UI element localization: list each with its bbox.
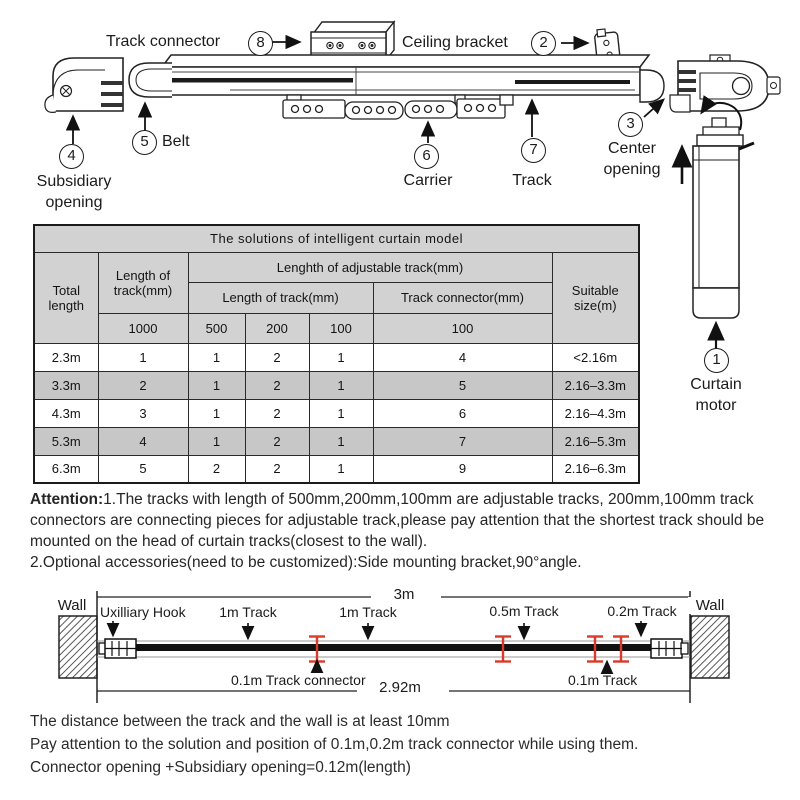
- curtain-motor-label: Curtain motor: [690, 376, 742, 414]
- belt-art: [129, 63, 172, 97]
- attention-line-1: [30, 489, 767, 552]
- attention-label: Attention:: [30, 491, 104, 508]
- attention-text-2: 2.Optional accessories(need to be customized):Side mounting bracket,90°angle.: [30, 554, 582, 571]
- connector-01m-label: 0.1m Track connector: [231, 672, 366, 688]
- subheader-cell: 100: [309, 313, 373, 343]
- subheader-cell: 1000: [98, 313, 188, 343]
- table-cell: 4: [98, 427, 188, 455]
- table-cell: 4.3m: [34, 399, 98, 427]
- table-cell: 9: [373, 455, 552, 483]
- curtain-motor-art: [693, 103, 754, 318]
- belt-label: Belt: [162, 133, 190, 150]
- carrier-art: [283, 95, 513, 119]
- table-cell: 2.16–5.3m: [552, 427, 639, 455]
- table-title: The solutions of intelligent curtain model: [34, 225, 639, 252]
- track-02m-label: 0.2m Track: [607, 603, 677, 619]
- part-number-4: 4: [59, 144, 84, 169]
- table-cell: <2.16m: [552, 343, 639, 371]
- header-total-length: Total length: [34, 252, 98, 343]
- table-cell: 2.16–4.3m: [552, 399, 639, 427]
- table-cell: 1: [309, 427, 373, 455]
- part-number-6: 6: [414, 144, 439, 169]
- total-width-dimension: 3m: [374, 586, 434, 603]
- table-cell: 1: [309, 343, 373, 371]
- table-row: [34, 343, 639, 371]
- part-number-7: 7: [521, 138, 546, 163]
- note-connector-position: Pay attention to the solution and position of 0.1m,0.2m track connector while using them.: [30, 736, 639, 753]
- attention-text-1: 1.The tracks with length of 500mm,200mm,100mm are adjustable tracks, 200mm,100mm track connectors are connecting pieces for adjustable track,please pay attention that the shortest track should be mounted on the head of curtain tracks(closest to the wall).: [30, 491, 765, 550]
- header-track-connector: Track connector(mm): [373, 282, 552, 313]
- track-assembly-art: [162, 55, 664, 102]
- table-cell: 3.3m: [34, 371, 98, 399]
- table-cell: 3: [98, 399, 188, 427]
- table-cell: 4: [373, 343, 552, 371]
- header-adj-length-of-track: Length of track(mm): [188, 282, 373, 313]
- foot-notes: [30, 710, 790, 779]
- auxiliary-hook-label: Uxilliary Hook: [100, 604, 186, 620]
- table-cell: 6: [373, 399, 552, 427]
- part-number-3: 3: [618, 112, 643, 137]
- track-1m-label-1: 1m Track: [219, 604, 277, 620]
- part-number-1: 1: [704, 348, 729, 373]
- ceiling-bracket-label: Ceiling bracket: [402, 34, 508, 51]
- center-opening-label: Center opening: [603, 140, 661, 178]
- header-adjustable-track: Lenghth of adjustable track(mm): [188, 252, 552, 282]
- wall-section-left: [59, 616, 97, 678]
- table-cell: 7: [373, 427, 552, 455]
- table-cell: 1: [309, 399, 373, 427]
- part-number-2: 2: [531, 31, 556, 56]
- table-row: [34, 371, 639, 399]
- table-cell: 1: [188, 343, 245, 371]
- table-cell: 1: [188, 399, 245, 427]
- table-cell: 2: [245, 343, 309, 371]
- track-width-dimension: 2.92m: [366, 679, 434, 696]
- wall-label-left: Wall: [50, 597, 94, 614]
- header-suitable-size: Suitable size(m): [552, 252, 639, 343]
- track-01m-label: 0.1m Track: [568, 672, 638, 688]
- attention-note: [30, 489, 767, 573]
- track-1m-label-2: 1m Track: [339, 604, 397, 620]
- table-cell: 2: [245, 371, 309, 399]
- table-cell: 5.3m: [34, 427, 98, 455]
- table-cell: 1: [98, 343, 188, 371]
- table-cell: 2: [245, 427, 309, 455]
- track-connector-label: Track connector: [106, 33, 221, 50]
- table-cell: 1: [188, 371, 245, 399]
- table-cell: 2.16–6.3m: [552, 455, 639, 483]
- subsidiary-opening-label: Subsidiary opening: [36, 173, 112, 211]
- table-row: [34, 427, 639, 455]
- table-cell: 2.3m: [34, 343, 98, 371]
- table-cell: 1: [188, 427, 245, 455]
- track-label: Track: [512, 172, 552, 189]
- track-05m-label: 0.5m Track: [489, 603, 559, 619]
- subheader-cell: 200: [245, 313, 309, 343]
- carrier-label: Carrier: [403, 172, 453, 189]
- table-cell: 2: [188, 455, 245, 483]
- part-number-8: 8: [248, 31, 273, 56]
- wall-section-right: [691, 616, 729, 678]
- table-cell: 5: [373, 371, 552, 399]
- subheader-cell: 500: [188, 313, 245, 343]
- table-cell: 1: [309, 455, 373, 483]
- table-cell: 2: [245, 455, 309, 483]
- part-number-5: 5: [132, 130, 157, 155]
- subsidiary-end-cap-art: [45, 58, 123, 112]
- note-opening-length: Connector opening +Subsidiary opening=0.12m(length): [30, 759, 411, 776]
- wall-label-right: Wall: [688, 597, 732, 614]
- note-distance: The distance between the track and the wall is at least 10mm: [30, 713, 450, 730]
- table-row: [34, 399, 639, 427]
- track-bar-art: [97, 639, 690, 658]
- table-cell: 5: [98, 455, 188, 483]
- table-cell: 2: [245, 399, 309, 427]
- header-length-of-track: Length of track(mm): [98, 252, 188, 313]
- subheader-cell: 100: [373, 313, 552, 343]
- table-cell: 6.3m: [34, 455, 98, 483]
- table-cell: 1: [309, 371, 373, 399]
- solutions-table: [33, 224, 640, 484]
- table-cell: 2.16–3.3m: [552, 371, 639, 399]
- table-row: [34, 455, 639, 483]
- table-cell: 2: [98, 371, 188, 399]
